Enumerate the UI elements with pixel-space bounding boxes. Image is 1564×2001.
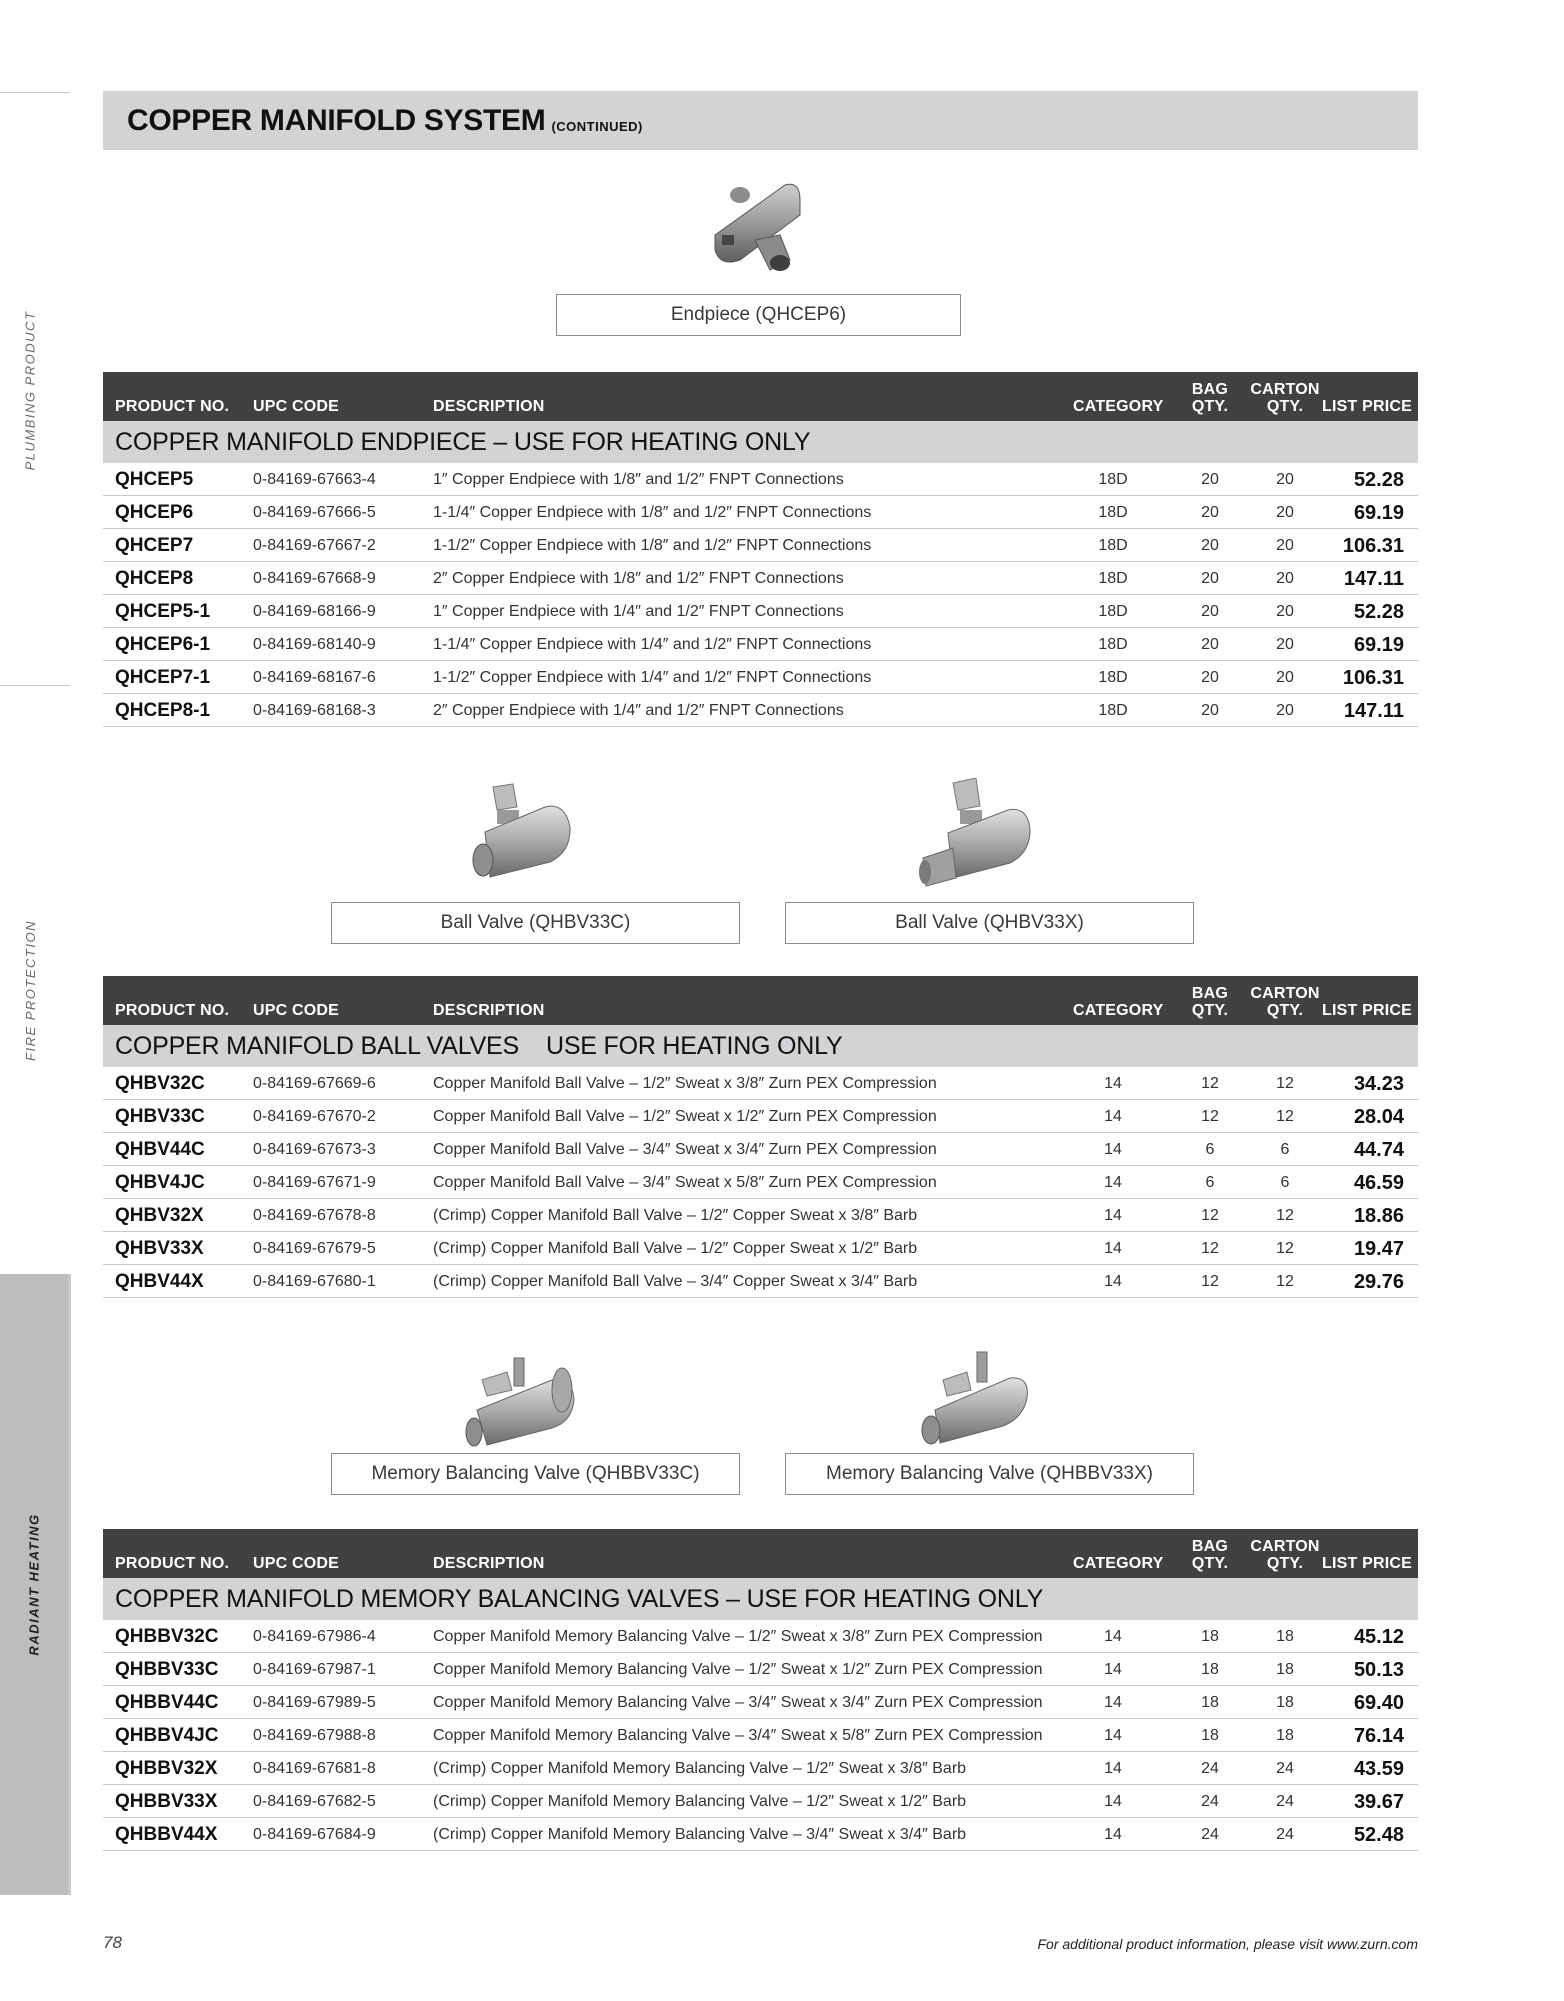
list-price-cell: 106.31 (1342, 667, 1404, 689)
memory-balancing-valves-table (103, 1529, 1418, 1851)
list-price-cell: 28.04 (1353, 1106, 1404, 1128)
list-price-cell: 52.28 (1353, 601, 1404, 623)
list-price-cell: 76.14 (1353, 1725, 1404, 1747)
list-price-cell: 45.12 (1353, 1626, 1404, 1648)
category-cell: 14 (1104, 1826, 1122, 1843)
table-row (103, 496, 1418, 529)
category-cell: 14 (1104, 1108, 1122, 1125)
description-cell: (Crimp) Copper Manifold Ball Valve – 3/4″ Copper Sweat x 3/4″ Barb (433, 1273, 918, 1290)
carton-qty-cell: 24 (1276, 1793, 1294, 1810)
upc-cell: 0-84169-67682-5 (253, 1793, 376, 1810)
product-no-cell: QHCEP5 (115, 469, 194, 490)
product-no-cell: QHCEP8-1 (115, 700, 211, 721)
bag-qty-cell: 20 (1201, 636, 1219, 653)
category-cell: 14 (1104, 1727, 1122, 1744)
upc-cell: 0-84169-67684-9 (253, 1826, 376, 1843)
category-cell: 18D (1098, 603, 1128, 620)
list-price-cell: 52.48 (1353, 1824, 1404, 1846)
bag-qty-cell: 20 (1201, 702, 1219, 719)
col-description: DESCRIPTION (433, 398, 545, 415)
page-title-bar (103, 91, 1418, 150)
upc-cell: 0-84169-67987-1 (253, 1661, 376, 1678)
col-bag-qty: BAG QTY. (1191, 1538, 1229, 1572)
description-cell: Copper Manifold Memory Balancing Valve – 3/4″ Sweat x 5/8″ Zurn PEX Compression (433, 1727, 1043, 1744)
section-title: COPPER MANIFOLD MEMORY BALANCING VALVES – USE FOR HEATING ONLY (103, 1578, 1418, 1620)
carton-qty-cell: 18 (1276, 1628, 1294, 1645)
description-cell: (Crimp) Copper Manifold Memory Balancing Valve – 1/2″ Sweat x 3/8″ Barb (433, 1760, 967, 1777)
table-row (103, 694, 1418, 727)
bag-qty-cell: 18 (1201, 1694, 1219, 1711)
category-cell: 14 (1104, 1174, 1122, 1191)
description-cell: 1″ Copper Endpiece with 1/8″ and 1/2″ FNPT Connections (433, 471, 844, 488)
carton-qty-cell: 12 (1276, 1273, 1294, 1290)
bag-qty-cell: 20 (1201, 471, 1219, 488)
ball-valve-x-caption: Ball Valve (QHBV33X) (785, 902, 1194, 944)
table-row (103, 562, 1418, 595)
product-no-cell: QHBV32C (115, 1073, 205, 1094)
category-cell: 14 (1104, 1240, 1122, 1257)
bag-qty-cell: 18 (1201, 1628, 1219, 1645)
product-no-cell: QHCEP7 (115, 535, 194, 556)
description-cell: (Crimp) Copper Manifold Memory Balancing Valve – 1/2″ Sweat x 1/2″ Barb (433, 1793, 967, 1810)
description-cell: 2″ Copper Endpiece with 1/8″ and 1/2″ FNPT Connections (433, 570, 844, 587)
bag-qty-cell: 20 (1201, 537, 1219, 554)
col-upc-code: UPC CODE (253, 1555, 340, 1572)
table-header (103, 1529, 1418, 1578)
bag-qty-cell: 6 (1205, 1141, 1215, 1158)
description-cell: (Crimp) Copper Manifold Memory Balancing Valve – 3/4″ Sweat x 3/4″ Barb (433, 1826, 967, 1843)
product-no-cell: QHBBV32C (115, 1626, 219, 1647)
table-row (103, 529, 1418, 562)
description-cell: 1-1/4″ Copper Endpiece with 1/8″ and 1/2″ FNPT Connections (433, 504, 872, 521)
upc-cell: 0-84169-67670-2 (253, 1108, 376, 1125)
description-cell: Copper Manifold Memory Balancing Valve – 1/2″ Sweat x 1/2″ Zurn PEX Compression (433, 1661, 1043, 1678)
bag-qty-cell: 18 (1201, 1727, 1219, 1744)
product-no-cell: QHCEP6-1 (115, 634, 211, 655)
upc-cell: 0-84169-68166-9 (253, 603, 376, 620)
side-tab-label: RADIANT HEATING (26, 1513, 42, 1656)
description-cell: Copper Manifold Ball Valve – 3/4″ Sweat x 3/4″ Zurn PEX Compression (433, 1141, 937, 1158)
description-cell: 1-1/2″ Copper Endpiece with 1/8″ and 1/2″ FNPT Connections (433, 537, 872, 554)
bag-qty-cell: 20 (1201, 570, 1219, 587)
list-price-cell: 147.11 (1343, 568, 1404, 590)
memory-valve-c-image (462, 1350, 602, 1450)
table-header (103, 372, 1418, 421)
carton-qty-cell: 18 (1276, 1694, 1294, 1711)
category-cell: 14 (1104, 1661, 1122, 1678)
section-title: COPPER MANIFOLD ENDPIECE – USE FOR HEATING ONLY (103, 421, 1418, 463)
product-no-cell: QHBV44X (115, 1271, 204, 1292)
carton-qty-cell: 12 (1276, 1108, 1294, 1125)
product-no-cell: QHBBV44C (115, 1692, 219, 1713)
table-row (103, 1199, 1418, 1232)
bag-qty-cell: 24 (1201, 1826, 1219, 1843)
category-cell: 18D (1098, 669, 1128, 686)
upc-cell: 0-84169-68168-3 (253, 702, 376, 719)
table-header (103, 976, 1418, 1025)
bag-qty-cell: 20 (1201, 603, 1219, 620)
table-row (103, 661, 1418, 694)
category-cell: 18D (1098, 537, 1128, 554)
table-row (103, 1232, 1418, 1265)
col-product-no: PRODUCT NO. (115, 1002, 230, 1019)
category-cell: 14 (1104, 1207, 1122, 1224)
col-product-no: PRODUCT NO. (115, 1555, 230, 1572)
description-cell: (Crimp) Copper Manifold Ball Valve – 1/2″ Copper Sweat x 3/8″ Barb (433, 1207, 918, 1224)
carton-qty-cell: 24 (1276, 1760, 1294, 1777)
table-row (103, 1265, 1418, 1298)
carton-qty-cell: 6 (1280, 1141, 1290, 1158)
ball-valve-c-image (465, 782, 595, 882)
col-product-no: PRODUCT NO. (115, 398, 230, 415)
table-row (103, 1067, 1418, 1100)
upc-cell: 0-84169-67678-8 (253, 1207, 376, 1224)
upc-cell: 0-84169-67680-1 (253, 1273, 376, 1290)
upc-cell: 0-84169-67988-8 (253, 1727, 376, 1744)
list-price-cell: 69.19 (1353, 502, 1404, 524)
col-carton-qty: CARTON QTY. (1250, 1538, 1320, 1572)
product-no-cell: QHBV33C (115, 1106, 205, 1127)
side-tab-label: FIRE PROTECTION (22, 919, 38, 1061)
col-description: DESCRIPTION (433, 1002, 545, 1019)
upc-cell: 0-84169-67663-4 (253, 471, 376, 488)
category-cell: 14 (1104, 1694, 1122, 1711)
table-row (103, 463, 1418, 496)
col-description: DESCRIPTION (433, 1555, 545, 1572)
description-cell: Copper Manifold Memory Balancing Valve – 3/4″ Sweat x 3/4″ Zurn PEX Compression (433, 1694, 1043, 1711)
product-no-cell: QHBBV33C (115, 1659, 219, 1680)
col-carton-qty: CARTON QTY. (1250, 381, 1320, 415)
col-upc-code: UPC CODE (253, 1002, 340, 1019)
upc-cell: 0-84169-67669-6 (253, 1075, 376, 1092)
carton-qty-cell: 20 (1276, 537, 1294, 554)
upc-cell: 0-84169-67673-3 (253, 1141, 376, 1158)
list-price-cell: 19.47 (1353, 1238, 1404, 1260)
side-tab-fire-protection[interactable] (0, 910, 60, 1070)
col-carton-qty: CARTON QTY. (1250, 985, 1320, 1019)
carton-qty-cell: 6 (1280, 1174, 1290, 1191)
table-row (103, 1752, 1418, 1785)
memory-valve-x-caption: Memory Balancing Valve (QHBBV33X) (785, 1453, 1194, 1495)
product-no-cell: QHBV33X (115, 1238, 204, 1259)
carton-qty-cell: 20 (1276, 669, 1294, 686)
col-list-price: LIST PRICE (1321, 1555, 1412, 1572)
carton-qty-cell: 18 (1276, 1727, 1294, 1744)
table-row (103, 1785, 1418, 1818)
memory-valve-x-image (915, 1348, 1055, 1448)
category-cell: 14 (1104, 1760, 1122, 1777)
bag-qty-cell: 20 (1201, 504, 1219, 521)
table-row (103, 1133, 1418, 1166)
page-title: COPPER MANIFOLD SYSTEM (127, 104, 546, 137)
carton-qty-cell: 20 (1276, 603, 1294, 620)
carton-qty-cell: 12 (1276, 1207, 1294, 1224)
table-row (103, 628, 1418, 661)
footer-note: For additional product information, please visit www.zurn.com (1037, 1936, 1418, 1952)
bag-qty-cell: 24 (1201, 1760, 1219, 1777)
category-cell: 18D (1098, 504, 1128, 521)
memory-valve-c-caption: Memory Balancing Valve (QHBBV33C) (331, 1453, 740, 1495)
carton-qty-cell: 18 (1276, 1661, 1294, 1678)
bag-qty-cell: 20 (1201, 669, 1219, 686)
endpiece-caption: Endpiece (QHCEP6) (556, 294, 961, 336)
carton-qty-cell: 20 (1276, 570, 1294, 587)
product-no-cell: QHCEP7-1 (115, 667, 211, 688)
list-price-cell: 147.11 (1343, 700, 1404, 722)
table-row (103, 1166, 1418, 1199)
description-cell: Copper Manifold Ball Valve – 3/4″ Sweat x 5/8″ Zurn PEX Compression (433, 1174, 937, 1191)
description-cell: Copper Manifold Ball Valve – 1/2″ Sweat x 1/2″ Zurn PEX Compression (433, 1108, 937, 1125)
list-price-cell: 18.86 (1353, 1205, 1404, 1227)
ball-valves-table (103, 976, 1418, 1298)
product-no-cell: QHCEP6 (115, 502, 194, 523)
description-cell: 1-1/4″ Copper Endpiece with 1/4″ and 1/2″ FNPT Connections (433, 636, 872, 653)
side-tab-radiant-heating[interactable] (0, 1274, 71, 1895)
category-cell: 18D (1098, 570, 1128, 587)
bag-qty-cell: 24 (1201, 1793, 1219, 1810)
upc-cell: 0-84169-68167-6 (253, 669, 376, 686)
table-row (103, 1719, 1418, 1752)
side-divider-middle (0, 685, 70, 686)
product-no-cell: QHBV44C (115, 1139, 205, 1160)
endpiece-table (103, 372, 1418, 727)
description-cell: Copper Manifold Memory Balancing Valve – 1/2″ Sweat x 3/8″ Zurn PEX Compression (433, 1628, 1043, 1645)
bag-qty-cell: 12 (1201, 1075, 1219, 1092)
page-subtitle: (CONTINUED) (551, 119, 643, 134)
description-cell: Copper Manifold Ball Valve – 1/2″ Sweat x 3/8″ Zurn PEX Compression (433, 1075, 937, 1092)
description-cell: (Crimp) Copper Manifold Ball Valve – 1/2″ Copper Sweat x 1/2″ Barb (433, 1240, 918, 1257)
upc-cell: 0-84169-67986-4 (253, 1628, 376, 1645)
carton-qty-cell: 24 (1276, 1826, 1294, 1843)
upc-cell: 0-84169-67668-9 (253, 570, 376, 587)
list-price-cell: 52.28 (1353, 469, 1404, 491)
table-row (103, 595, 1418, 628)
carton-qty-cell: 20 (1276, 636, 1294, 653)
col-category: CATEGORY (1073, 1555, 1164, 1572)
description-cell: 1″ Copper Endpiece with 1/4″ and 1/2″ FNPT Connections (433, 603, 844, 620)
category-cell: 18D (1098, 636, 1128, 653)
table-row (103, 1100, 1418, 1133)
description-cell: 1-1/2″ Copper Endpiece with 1/4″ and 1/2″ FNPT Connections (433, 669, 872, 686)
upc-cell: 0-84169-67989-5 (253, 1694, 376, 1711)
upc-cell: 0-84169-67667-2 (253, 537, 376, 554)
col-category: CATEGORY (1073, 398, 1164, 415)
product-no-cell: QHBBV32X (115, 1758, 218, 1779)
category-cell: 14 (1104, 1793, 1122, 1810)
bag-qty-cell: 12 (1201, 1240, 1219, 1257)
list-price-cell: 106.31 (1342, 535, 1404, 557)
carton-qty-cell: 20 (1276, 504, 1294, 521)
carton-qty-cell: 12 (1276, 1240, 1294, 1257)
list-price-cell: 44.74 (1353, 1139, 1404, 1161)
col-bag-qty: BAG QTY. (1191, 985, 1229, 1019)
upc-cell: 0-84169-67679-5 (253, 1240, 376, 1257)
bag-qty-cell: 18 (1201, 1661, 1219, 1678)
table-row (103, 1653, 1418, 1686)
list-price-cell: 69.19 (1353, 634, 1404, 656)
side-divider-top (0, 92, 70, 93)
table-row (103, 1620, 1418, 1653)
list-price-cell: 69.40 (1353, 1692, 1404, 1714)
product-no-cell: QHBBV4JC (115, 1725, 219, 1746)
ball-valve-x-image (918, 778, 1048, 888)
list-price-cell: 50.13 (1353, 1659, 1404, 1681)
product-no-cell: QHCEP5-1 (115, 601, 211, 622)
description-cell: 2″ Copper Endpiece with 1/4″ and 1/2″ FNPT Connections (433, 702, 844, 719)
upc-cell: 0-84169-67666-5 (253, 504, 376, 521)
upc-cell: 0-84169-67681-8 (253, 1760, 376, 1777)
table-row (103, 1818, 1418, 1851)
category-cell: 18D (1098, 702, 1128, 719)
side-tab-label: PLUMBING PRODUCT (22, 310, 38, 470)
product-no-cell: QHBV4JC (115, 1172, 205, 1193)
bag-qty-cell: 12 (1201, 1273, 1219, 1290)
product-no-cell: QHBBV33X (115, 1791, 218, 1812)
list-price-cell: 43.59 (1353, 1758, 1404, 1780)
side-tab-plumbing-product[interactable] (0, 300, 60, 480)
upc-cell: 0-84169-68140-9 (253, 636, 376, 653)
list-price-cell: 34.23 (1353, 1073, 1404, 1095)
section-title: COPPER MANIFOLD BALL VALVES USE FOR HEATING ONLY (103, 1025, 1418, 1067)
product-no-cell: QHBV32X (115, 1205, 204, 1226)
ball-valve-c-caption: Ball Valve (QHBV33C) (331, 902, 740, 944)
carton-qty-cell: 20 (1276, 702, 1294, 719)
carton-qty-cell: 20 (1276, 471, 1294, 488)
upc-cell: 0-84169-67671-9 (253, 1174, 376, 1191)
table-row (103, 1686, 1418, 1719)
col-list-price: LIST PRICE (1321, 1002, 1412, 1019)
carton-qty-cell: 12 (1276, 1075, 1294, 1092)
category-cell: 14 (1104, 1075, 1122, 1092)
bag-qty-cell: 12 (1201, 1207, 1219, 1224)
col-list-price: LIST PRICE (1321, 398, 1412, 415)
col-bag-qty: BAG QTY. (1191, 381, 1229, 415)
category-cell: 14 (1104, 1273, 1122, 1290)
bag-qty-cell: 6 (1205, 1174, 1215, 1191)
col-upc-code: UPC CODE (253, 398, 340, 415)
endpiece-image (700, 175, 825, 275)
category-cell: 18D (1098, 471, 1128, 488)
bag-qty-cell: 12 (1201, 1108, 1219, 1125)
list-price-cell: 29.76 (1353, 1271, 1404, 1293)
category-cell: 14 (1104, 1141, 1122, 1158)
page-number: 78 (103, 1933, 122, 1952)
col-category: CATEGORY (1073, 1002, 1164, 1019)
list-price-cell: 39.67 (1353, 1791, 1404, 1813)
list-price-cell: 46.59 (1353, 1172, 1404, 1194)
category-cell: 14 (1104, 1628, 1122, 1645)
product-no-cell: QHBBV44X (115, 1824, 218, 1845)
product-no-cell: QHCEP8 (115, 568, 194, 589)
